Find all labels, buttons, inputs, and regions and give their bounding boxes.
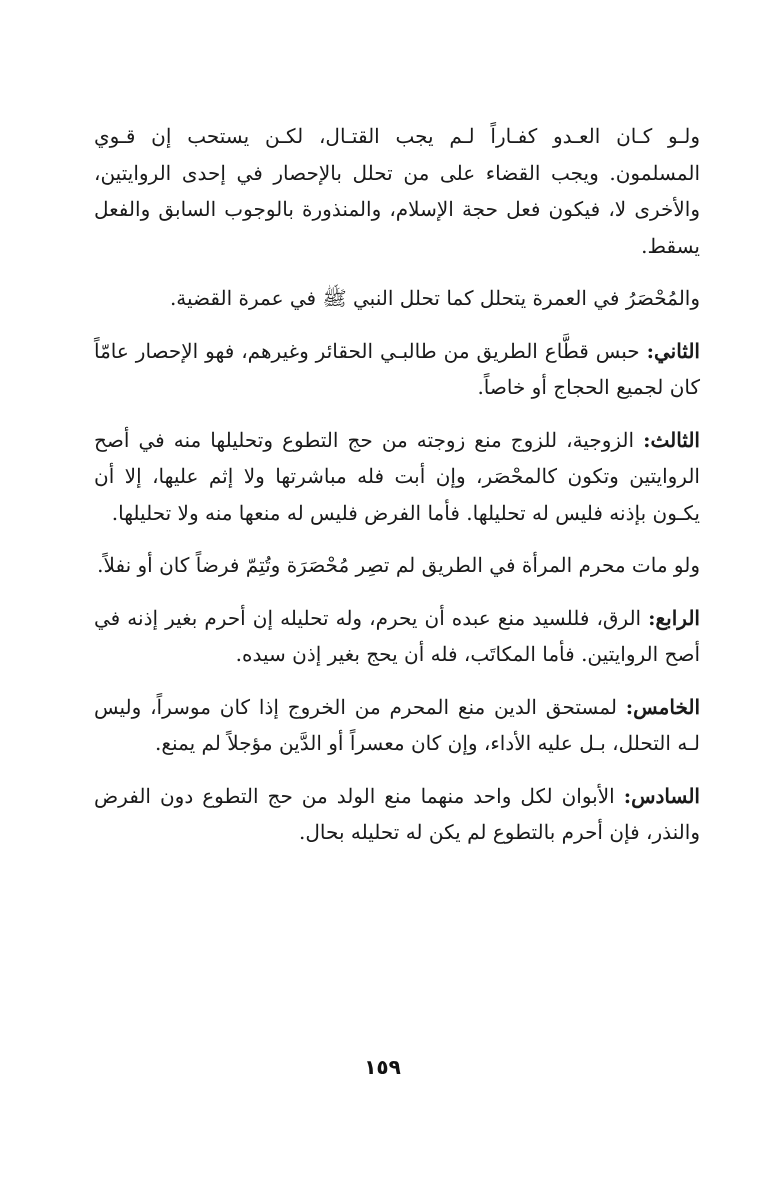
paragraph-lead: الثاني: — [646, 338, 700, 363]
paragraph-lead: السادس: — [623, 783, 700, 808]
paragraph-4 — [94, 422, 700, 532]
paragraph-1 — [94, 118, 700, 264]
paragraph-lead: الثالث: — [643, 427, 700, 452]
paragraph-2 — [94, 280, 700, 317]
paragraph-7 — [94, 689, 700, 762]
paragraph-5 — [94, 547, 700, 584]
paragraph-text: والمُحْصَرُ في العمرة يتحلل كما تحلل النبي ﷺ في عمرة القضية. — [169, 286, 700, 310]
paragraph-6 — [94, 600, 700, 673]
paragraph-text: الأبوان لكل واحد منهما منع الولد من حج التطوع دون الفرض والنذر، فإن أحرم بالتطوع لم يكن له تحليله بحال. — [94, 783, 700, 844]
page-number: ١٥٩ — [364, 1055, 401, 1079]
paragraph-text: ولو مات محرم المرأة في الطريق لم تصِر مُحْصَرَة وتُتِمّ فرضاً كان أو نفلاً. — [97, 553, 700, 577]
paragraph-text: ولـو كـان العـدو كفـاراً لـم يجب القتـال، لكـن يستحب إن قـوي المسلمون. ويجب القضاء على من تحلل بالإحصار في إحدى الروايتين، والأخرى لا، فيكون فعل حجة الإسلام، والمنذورة بالوجوب السابق والفعل يسقط. — [94, 124, 700, 258]
paragraph-lead: الرابع: — [648, 605, 700, 630]
paragraph-text: حبس قطَّاع الطريق من طالبـي الحقائر وغيرهم، فهو الإحصار عامّاً كان لجميع الحجاج أو خاصاً. — [94, 338, 700, 399]
paragraph-lead: الخامس: — [625, 694, 700, 719]
paragraph-text: لمستحق الدين منع المحرم من الخروج إذا كان موسراً، وليس لـه التحلل، بـل عليه الأداء، وإن كان معسراً أو الدَّين مؤجلاً لم يمنع. — [94, 694, 700, 755]
body-text — [94, 118, 700, 867]
paragraph-8 — [94, 778, 700, 851]
paragraph-text: الرق، فللسيد منع عبده أن يحرم، وله تحليله إن أحرم بغير إذنه في أصح الروايتين. فأما المكاتَب، فله أن يحج بغير إذن سيده. — [94, 605, 700, 666]
paragraph-text: الزوجية، للزوج منع زوجته من حج التطوع وتحليلها منه في أصح الروايتين وتكون كالمحْصَر، وإن أبت فله مباشرتها ولا إثم عليها، إلا أن يكـون بإذنه فليس له تحليلها. فأما الفرض فليس له منعها منه ولا تحليلها. — [94, 427, 700, 525]
paragraph-3 — [94, 333, 700, 406]
